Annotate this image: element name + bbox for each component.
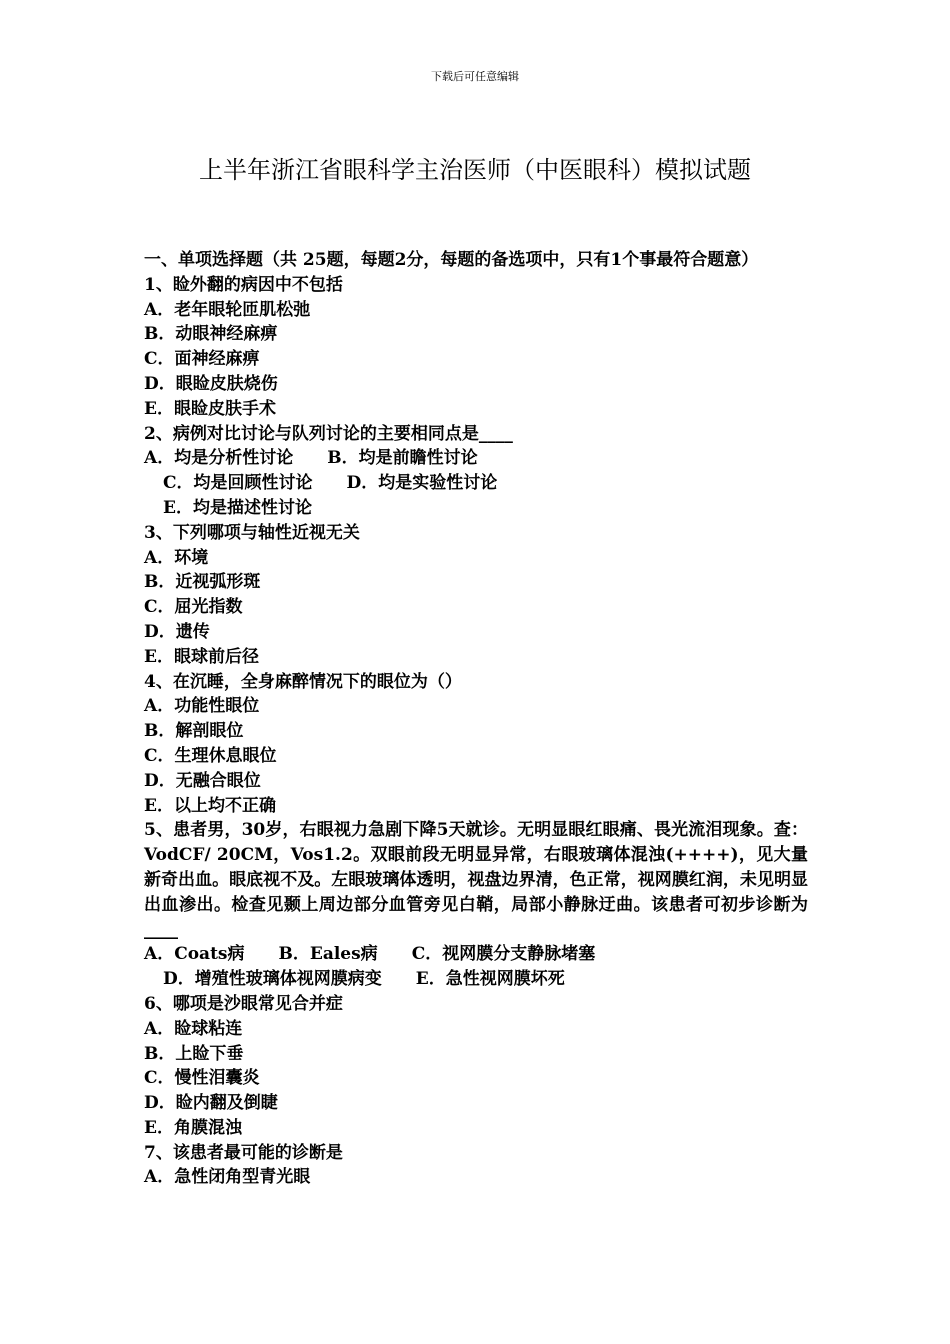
section-heading: 一、单项选择题（共 25题，每题2分，每题的备选项中，只有1个事最符合题意） [144, 250, 759, 270]
option-c: C．均是回顾性讨论 [163, 473, 313, 494]
option-a: A．老年眼轮匝肌松弛 [144, 299, 311, 320]
option-a: A．均是分析性讨论 [144, 448, 294, 469]
question-7 [144, 1141, 808, 1191]
option-d: D．眼睑皮肤烧伤 [144, 373, 278, 394]
option-d: D．均是实验性讨论 [346, 473, 498, 494]
option-c: C．视网膜分支静脉堵塞 [411, 944, 596, 965]
option-b: B．均是前瞻性讨论 [327, 448, 478, 469]
option-row [144, 471, 808, 496]
option-e: E．眼睑皮肤手术 [144, 398, 276, 419]
option-b: B．近视弧形斑 [144, 572, 261, 593]
question-stem: 5、患者男，30岁，右眼视力急剧下降5天就诊。无明显眼红眼痛、畏光流泪现象。查：VodCF/ 20CM，Vos1.2。双眼前段无明显异常，右眼玻璃体混浊(++++)，见大量新奇出血。眼底视不及。左眼玻璃体透明，视盘边界清，色正常，视网膜红润，未见明显出血渗出。检查见颞上周边部分血管旁见白鞘，局部小静脉迂曲。该患者可初步诊断为____ [144, 820, 808, 940]
option-c: C．面神经麻痹 [144, 349, 260, 370]
question-6 [144, 992, 808, 1141]
option-a: A．Coats病 [144, 944, 245, 965]
option-a: A．睑球粘连 [144, 1018, 243, 1039]
option-c: C．慢性泪囊炎 [144, 1068, 260, 1089]
option-b: B．Eales病 [278, 944, 378, 965]
question-stem: 1、睑外翻的病因中不包括 [144, 274, 343, 295]
option-e: E．眼球前后径 [144, 646, 259, 667]
option-row [144, 446, 808, 471]
question-1 [144, 273, 808, 422]
option-e: E．均是描述性讨论 [163, 497, 312, 518]
option-e: E．急性视网膜坏死 [415, 969, 565, 990]
option-d: D．遗传 [144, 621, 210, 642]
option-e: E．角膜混浊 [144, 1117, 242, 1138]
question-4 [144, 670, 808, 819]
option-a: A．急性闭角型青光眼 [144, 1167, 311, 1188]
option-e: E．以上均不正确 [144, 795, 276, 816]
option-b: B．解剖眼位 [144, 721, 244, 742]
option-c: C．生理休息眼位 [144, 745, 277, 766]
header-note: 下载后可任意编辑 [431, 70, 519, 83]
option-row [144, 496, 808, 521]
question-stem: 7、该患者最可能的诊断是 [144, 1142, 343, 1163]
exam-content [144, 248, 808, 1190]
question-stem: 4、在沉睡，全身麻醉情况下的眼位为（） [144, 671, 462, 692]
question-2 [144, 422, 808, 521]
document-title: 上半年浙江省眼科学主治医师（中医眼科）模拟试题 [199, 156, 751, 184]
option-row [144, 942, 808, 967]
option-b: B．动眼神经麻痹 [144, 324, 278, 345]
option-a: A．环境 [144, 547, 209, 568]
question-stem: 3、下列哪项与轴性近视无关 [144, 522, 360, 543]
option-row [144, 967, 808, 992]
option-d: D．无融合眼位 [144, 770, 261, 791]
question-stem: 2、病例对比讨论与队列讨论的主要相同点是____ [144, 423, 513, 444]
option-c: C．屈光指数 [144, 597, 243, 618]
option-b: B．上睑下垂 [144, 1043, 244, 1064]
question-stem: 6、哪项是沙眼常见合并症 [144, 993, 343, 1014]
question-5 [144, 818, 808, 992]
question-3 [144, 521, 808, 670]
option-d: D．增殖性玻璃体视网膜病变 [163, 969, 382, 990]
option-a: A．功能性眼位 [144, 696, 260, 717]
option-d: D．睑内翻及倒睫 [144, 1093, 278, 1114]
